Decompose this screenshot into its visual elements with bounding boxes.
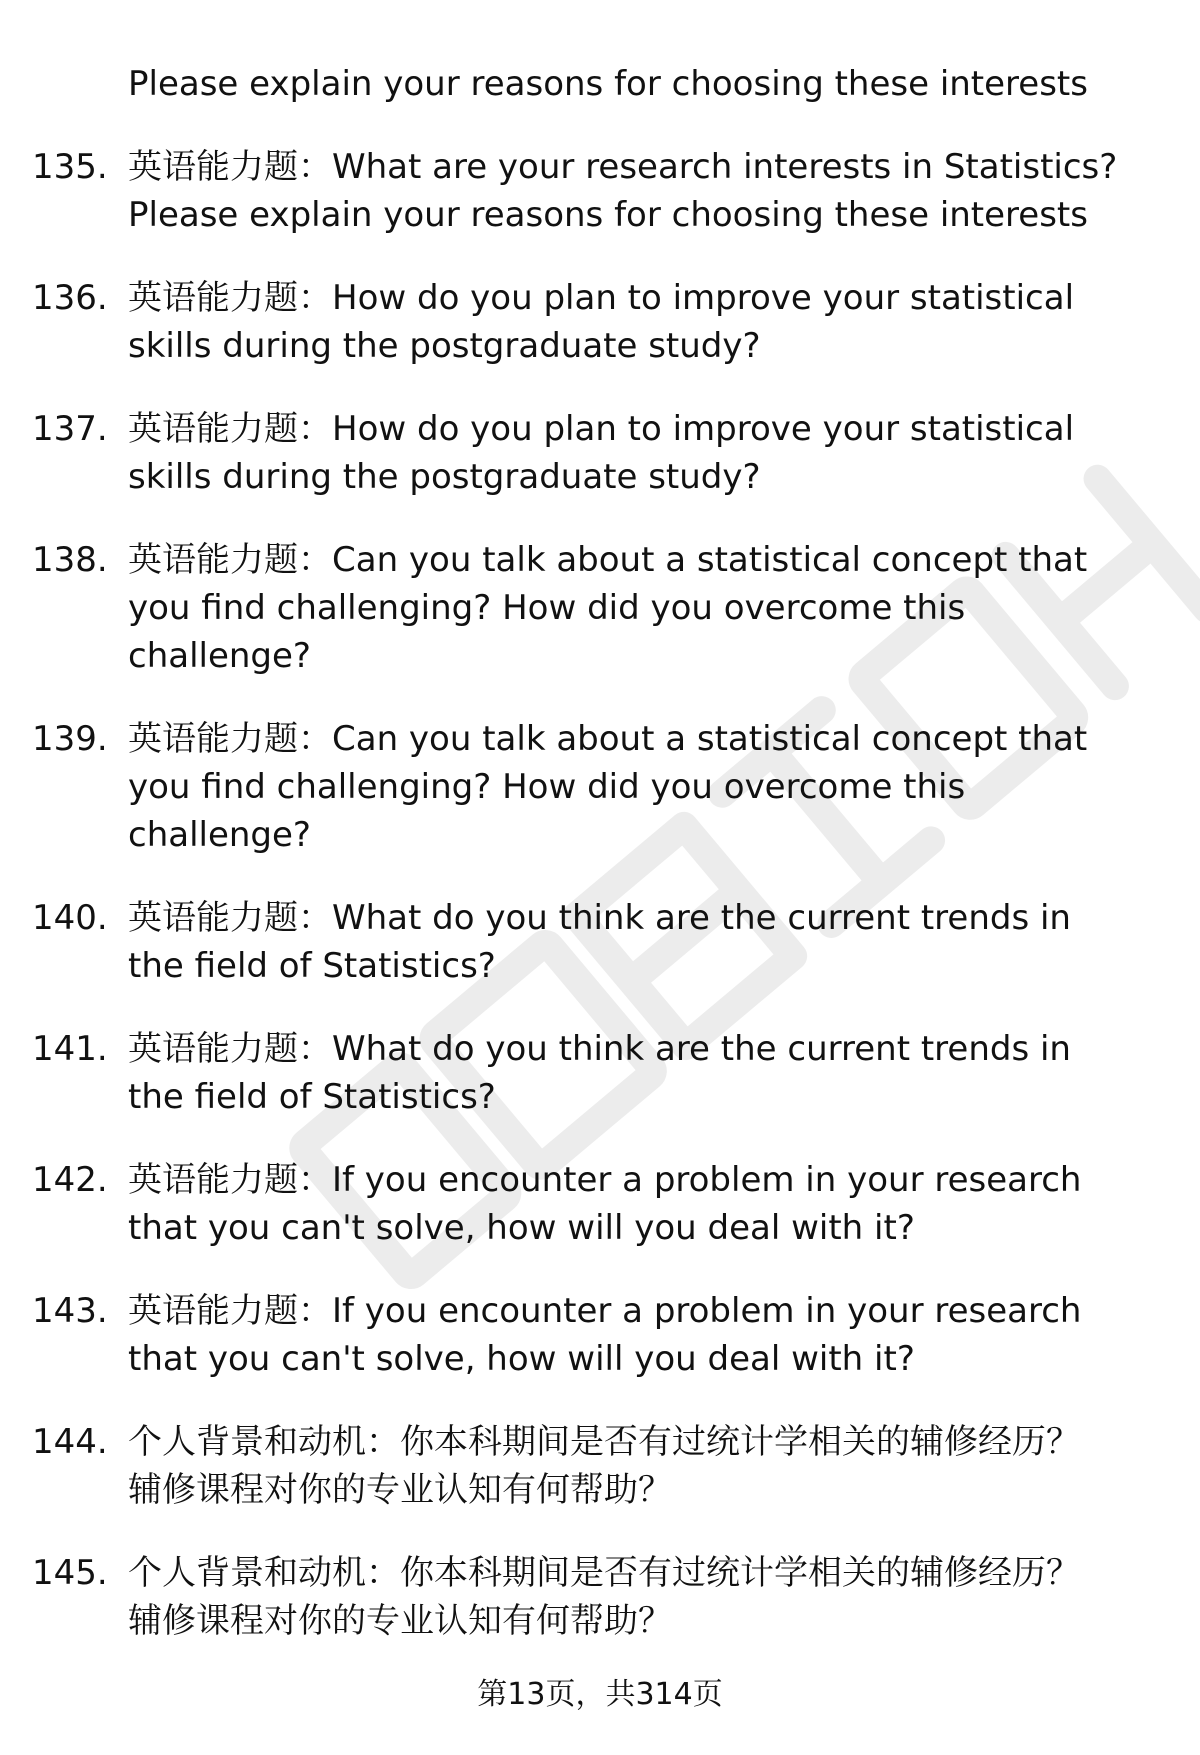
question-line: 英语能力题：If you encounter a problem in your research: [128, 1291, 1082, 1331]
question-line: the field of Statistics?: [128, 1077, 496, 1117]
question-number: 143.: [32, 1291, 108, 1331]
page-footer: 第13页，共314页: [477, 1677, 723, 1712]
question-line: 辅修课程对你的专业认知有何帮助？: [128, 1470, 672, 1510]
question-line: skills during the postgraduate study?: [128, 326, 761, 366]
continuation-line: Please explain your reasons for choosing these interests: [128, 64, 1088, 104]
question-line: challenge?: [128, 815, 311, 855]
question-line: 个人背景和动机：你本科期间是否有过统计学相关的辅修经历？: [128, 1553, 1080, 1593]
question-line: 英语能力题：If you encounter a problem in your research: [128, 1160, 1082, 1200]
question-line: you find challenging? How did you overcome this: [128, 767, 966, 807]
question-line: 英语能力题：What do you think are the current trends in: [128, 898, 1071, 938]
question-line: 英语能力题：How do you plan to improve your statistical: [128, 278, 1075, 318]
question-line: 英语能力题：What do you think are the current trends in: [128, 1029, 1071, 1069]
question-line: 辅修课程对你的专业认知有何帮助？: [128, 1601, 672, 1641]
question-line: Please explain your reasons for choosing these interests: [128, 195, 1088, 235]
question-number: 144.: [32, 1422, 108, 1462]
question-line: 英语能力题：Can you talk about a statistical concept that: [128, 540, 1088, 580]
question-number: 140.: [32, 898, 108, 938]
question-number: 145.: [32, 1553, 108, 1593]
question-line: the field of Statistics?: [128, 946, 496, 986]
question-line: challenge?: [128, 636, 311, 676]
question-line: that you can't solve, how will you deal with it?: [128, 1208, 915, 1248]
question-line: 个人背景和动机：你本科期间是否有过统计学相关的辅修经历？: [128, 1422, 1080, 1462]
question-line: skills during the postgraduate study?: [128, 457, 761, 497]
question-number: 141.: [32, 1029, 108, 1069]
question-number: 142.: [32, 1160, 108, 1200]
question-line: 英语能力题：What are your research interests in Statistics?: [128, 147, 1118, 187]
question-line: you find challenging? How did you overcome this: [128, 588, 966, 628]
question-number: 136.: [32, 278, 108, 318]
question-number: 137.: [32, 409, 108, 449]
question-number: 135.: [32, 147, 108, 187]
question-number: 139.: [32, 719, 108, 759]
question-line: 英语能力题：How do you plan to improve your statistical: [128, 409, 1075, 449]
question-number: 138.: [32, 540, 108, 580]
question-line: 英语能力题：Can you talk about a statistical concept that: [128, 719, 1088, 759]
question-line: that you can't solve, how will you deal with it?: [128, 1339, 915, 1379]
